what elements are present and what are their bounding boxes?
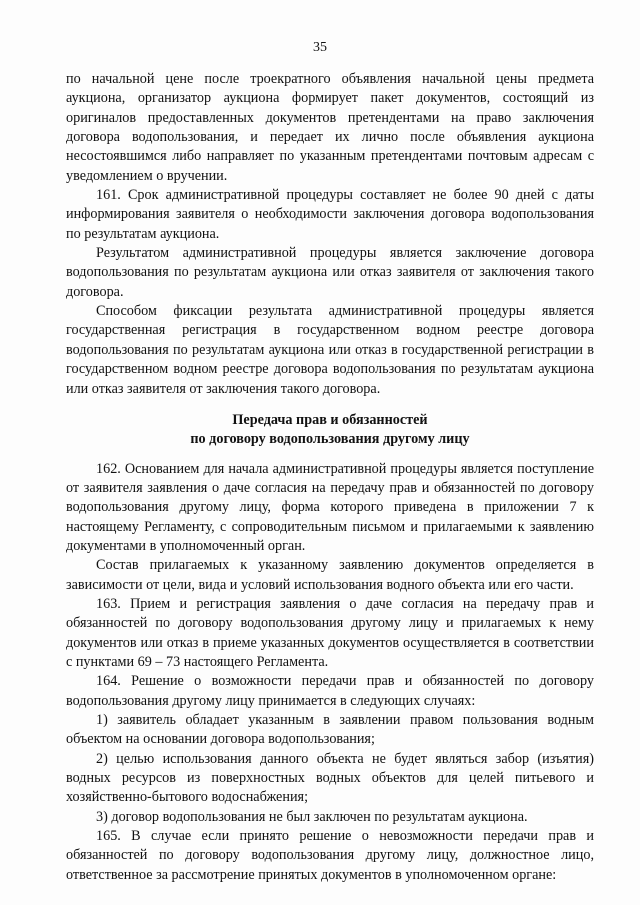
document-body: [66, 70, 594, 885]
paragraph-163: 163. Прием и регистрация заявления о даче согласия на передачу прав и обязанностей по договору водопользования другому лицу и прилагаемых к нему документов или отказ в приеме указанных документов осуществляется в соответствии с пунктами 69 – 73 настоящего Регламента.: [66, 595, 594, 670]
section-heading: [66, 411, 594, 450]
section-heading-line-1: Передача прав и обязанностей: [232, 411, 428, 428]
list-item-3: 3) договор водопользования не был заключен по результатам аукциона.: [96, 808, 528, 825]
paragraph-fixation: Способом фиксации результата административной процедуры является государственная регистрация в государственном водном реестре договора водопользования по результатам аукциона или отказ в государственной регистрации в государственном водном реестре договора водопользования по результатам аукциона или отказ заявителя от заключения такого договора.: [66, 303, 594, 397]
list-item-1: 1) заявитель обладает указанным в заявлении правом пользования водным объектом на основании договора водопользования;: [66, 712, 594, 748]
paragraph-162: 162. Основанием для начала административной процедуры является поступление от заявителя заявления о даче согласия на передачу прав и обязанностей по договору водопользования другому лицу, форма которого приведена в приложении 7 к настоящему Регламенту, с сопроводительным письмом и прилагаемыми к заявлению документами в уполномоченный орган.: [66, 460, 594, 554]
paragraph-continuation: по начальной цене после троекратного объявления начальной цены предмета аукциона, организатор аукциона формирует пакет документов, состоящий из оригиналов предоставленных документов претендентами на право заключения договора водопользования, и передает их лично после объявления аукциона несостоявшимся либо направляет по указанным претендентами почтовым адресам с уведомлением о вручении.: [66, 71, 594, 184]
paragraph-165: 165. В случае если принято решение о невозможности передачи прав и обязанностей по договору водопользования другому лицу, должностное лицо, ответственное за рассмотрение принятых документов в уполномоченном органе:: [66, 828, 594, 883]
section-heading-line-2: по договору водопользования другому лицу: [190, 431, 470, 448]
paragraph-164: 164. Решение о возможности передачи прав и обязанностей по договору водопользования другому лицу принимается в следующих случаях:: [66, 673, 594, 709]
paragraph-result: Результатом административной процедуры является заключение договора водопользования по результатам аукциона или отказ заявителя от заключения такого договора.: [66, 245, 594, 300]
paragraph-composition: Состав прилагаемых к указанному заявлению документов определяется в зависимости от цели, вида и условий использования водного объекта или его части.: [66, 557, 594, 593]
page-number: 35: [313, 40, 327, 55]
list-item-2: 2) целью использования данного объекта не будет являться забор (изъятия) водных ресурсов из поверхностных водных объектов для целей питьевого и хозяйственно-бытового водоснабжения;: [66, 750, 594, 806]
paragraph-161: 161. Срок административной процедуры составляет не более 90 дней с даты информирования заявителя о необходимости заключения договора водопользования по результатам аукциона.: [66, 187, 594, 242]
